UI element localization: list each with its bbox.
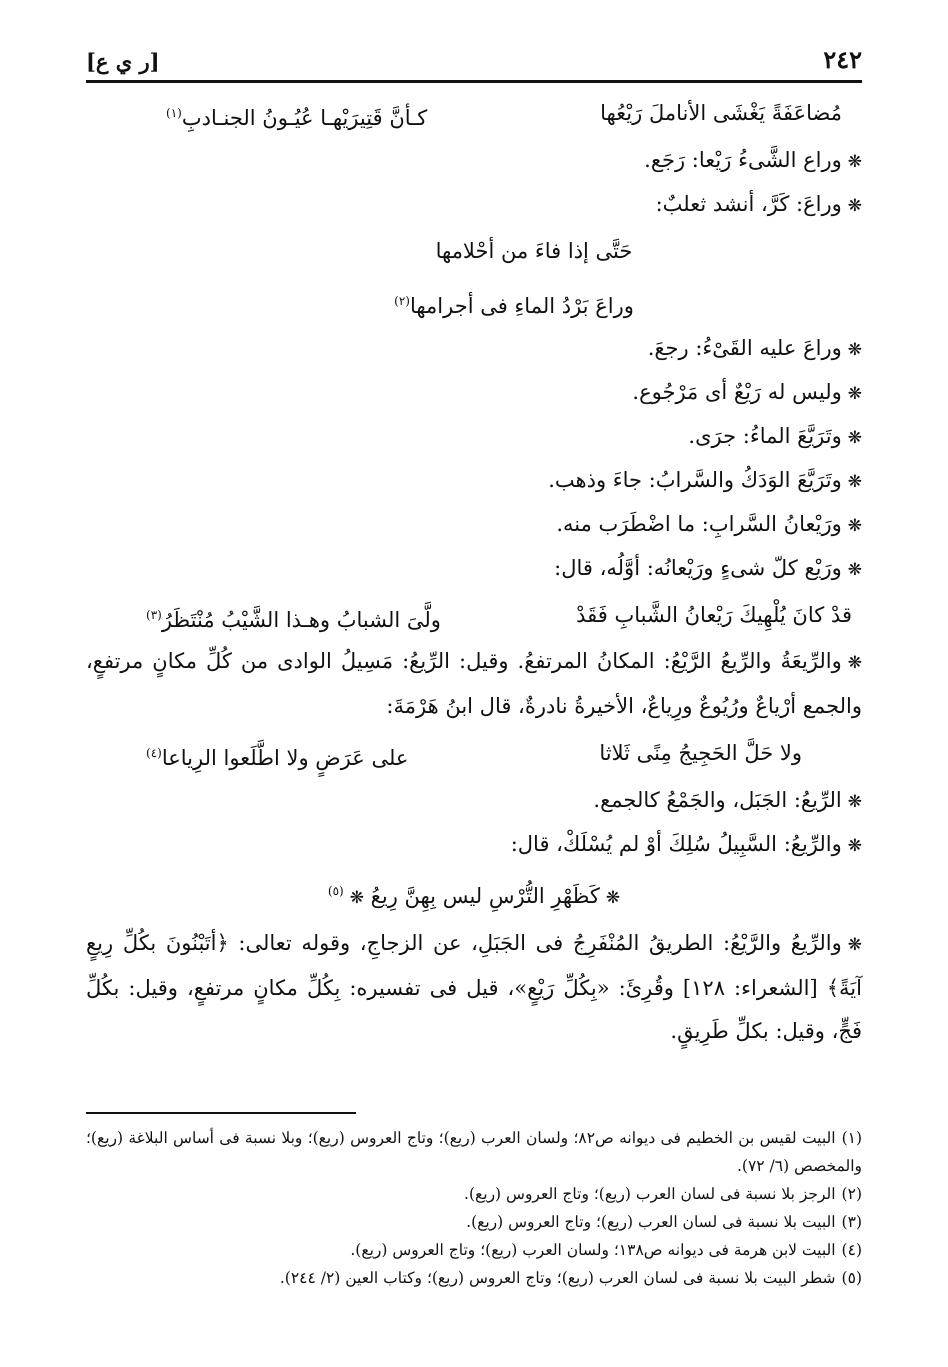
entry-text: وتَرَيَّعَ الوَدَكُ والسَّرابُ: جاءَ وذهب. [548,468,842,492]
footnote-ref-4: (٤) [146,746,162,760]
bullet-icon: ❋ [605,888,621,908]
paragraph-1-text: والرِّيعَةُ والرِّيعُ الرَّيْعُ: المكانُ المرتفعُ. وقيل: الرِّيعُ: مَسِيلُ الوادى من كُلِّ مكانٍ مرتفعٍ، والجمع أرْياعٌ ورُيُوعٌ ورِياعٌ، الأخيرةُ نادرةٌ، قال ابنُ هَرْمَةَ: [86,649,862,718]
footnote-3 [86,1208,862,1236]
hemistich-line [86,866,862,916]
entry-text: ورَيْعانُ السَّرابِ: ما اضْطَرَب منه. [556,512,842,536]
entry-line [86,822,862,866]
footnote-2 [86,1180,862,1208]
verse-3-first-hemistich: ولا حَلَّ الحَجِيجُ مِنًى ثَلاثا [599,741,802,765]
footnote-text: الرجز بلا نسبة فى لسان العرب (ريع)؛ وتاج العروس (ريع). [464,1185,836,1203]
footnote-text: البيت بلا نسبة فى لسان العرب (ريع)؛ وتاج العروس (ريع). [466,1213,836,1231]
entry-line [86,326,862,370]
verse-1-first-hemistich: مُضاعَفَةً يَغْشَى الأناملَ رَيْعُها [600,101,842,125]
footnote-text: شطر البيت بلا نسبة فى لسان العرب (ريع)؛ وتاج العروس (ريع)؛ وكتاب العين (٢/ ٢٤٤). [279,1269,836,1287]
bullet-icon: ❋ [847,152,862,172]
hemistich-text: كَظَهْرِ التُّرْسِ ليس بِهِنَّ رِيعُ [370,884,600,908]
bullet-icon: ❋ [847,340,862,360]
rajaz-line-1: حَتَّى إذا فاءَ من أحْلامها [435,239,633,263]
verse-1 [86,88,862,138]
bullet-icon: ❋ [847,653,862,673]
verse-1-second-hemistich [166,88,427,138]
bullet-icon: ❋ [847,384,862,404]
verse-3-second-text: على عَرَضٍ ولا اطَّلَعوا الرِياعا [161,746,409,770]
verse-3-second-hemistich [146,728,408,778]
entry-line [86,414,862,458]
bullet-icon: ❋ [847,560,862,580]
rajaz-line-2-text: وراعَ بَرْدُ الماءِ فى أجرامها [409,294,634,318]
verse-2 [86,590,862,640]
footnote-ref-2: (٢) [394,294,410,308]
footnote-ref-5: (٥) [327,884,344,898]
paragraph-2-text: والرِّيعُ والرَّيْعُ: الطريقُ المُنْفَرِجُ فى الجَبَلِ، عن الزجاجِ، وقوله تعالى: ﴿أتَبْنُونَ بكُلِّ رِيعٍ آيَةً﴾ [الشعراء: ١٢٨] وقُرِئَ: «بِكُلِّ رَيْعٍ»، قيل فى تفسيره: بِكُلِّ مكانٍ مرتفعٍ، وقيل: بكُلِّ فَجٍّ، وقيل: بكلِّ طَرِيقٍ. [86,931,862,1043]
rajaz-line-2 [86,276,862,326]
verse-2-second-hemistich [146,590,441,640]
footnote-number: (٥) [841,1269,862,1287]
page-number: ٢٤٢ [823,45,862,74]
entry-text: وراع الشَّىءُ رَيْعا: رَجَع. [644,148,842,172]
page-header [86,38,862,74]
footnotes [86,1124,862,1292]
bullet-icon: ❋ [847,836,862,856]
bullet-icon: ❋ [847,792,862,812]
footnote-rule [86,1112,356,1114]
verse-1-second-text: كـأنَّ قَتِيرَيْهـا عُيُـونُ الجنـادبِ [181,106,428,130]
verse-2-first-hemistich: قدْ كانَ يُلْهِيكَ رَيْعانُ الشَّبابِ فَقَدْ [576,603,852,627]
entry-line [86,182,862,226]
entry-line [86,778,862,822]
verse-2-second-text: ولَّىَ الشبابُ وهـذا الشَّيْبُ مُنْتَظَرُ [161,608,441,632]
entry-text: والرِّيعُ: السَّبِيلُ سُلِكَ أوْ لم يُسْلَكْ، قال: [510,832,842,856]
bullet-icon: ❋ [847,516,862,536]
footnote-ref-3: (٣) [146,608,162,622]
paragraph-1 [86,640,862,728]
entry-text: وراعَ: كَرَّ، أنشد ثعلبٌ: [655,192,842,216]
bullet-icon: ❋ [847,196,862,216]
footnote-ref-1: (١) [166,106,182,120]
footnote-4 [86,1236,862,1264]
footnote-5 [86,1264,862,1292]
entry-text: وتَرَيَّعَ الماءُ: جرَى. [688,424,842,448]
footnote-number: (٤) [841,1241,862,1259]
entry-text: وليس له رَيْعٌ أى مَرْجُوع. [632,380,842,404]
entry-line [86,458,862,502]
footnote-number: (٣) [841,1213,862,1231]
entry-line [86,546,862,590]
bullet-icon: ❋ [847,472,862,492]
root-label: [ر ي ع] [86,49,160,74]
bullet-icon: ❋ [847,428,862,448]
entry-text: الرِّيعُ: الجَبَل، والجَمْعُ كالجمع. [593,788,842,812]
footnote-1 [86,1124,862,1180]
bullet-icon: ❋ [847,935,862,955]
main-text [86,88,862,1053]
paragraph-2 [86,922,862,1053]
footnote-number: (١) [841,1129,863,1147]
entry-line [86,502,862,546]
verse-3 [86,728,862,778]
entry-text: ورَيْع كلّ شىءٍ ورَيْعانُه: أوَّلُه، قال: [554,556,842,580]
footnote-number: (٢) [841,1185,862,1203]
entry-line [86,138,862,182]
footnote-text: البيت لقيس بن الخطيم فى ديوانه ص٨٢؛ ولسان العرب (ريع)؛ وتاج العروس (ريع)؛ وبلا نسبة فى أساس البلاغة (ريع)؛ والمخصص (٦/ ٧٢). [86,1129,862,1175]
entry-line [86,370,862,414]
entry-text: وراعَ عليه القَىْءُ: رجعَ. [647,336,842,360]
header-rule [86,80,862,83]
bullet-icon: ❋ [349,888,364,908]
footnote-text: البيت لابن هرمة فى ديوانه ص١٣٨؛ ولسان العرب (ريع)؛ وتاج العروس (ريع). [350,1241,836,1259]
